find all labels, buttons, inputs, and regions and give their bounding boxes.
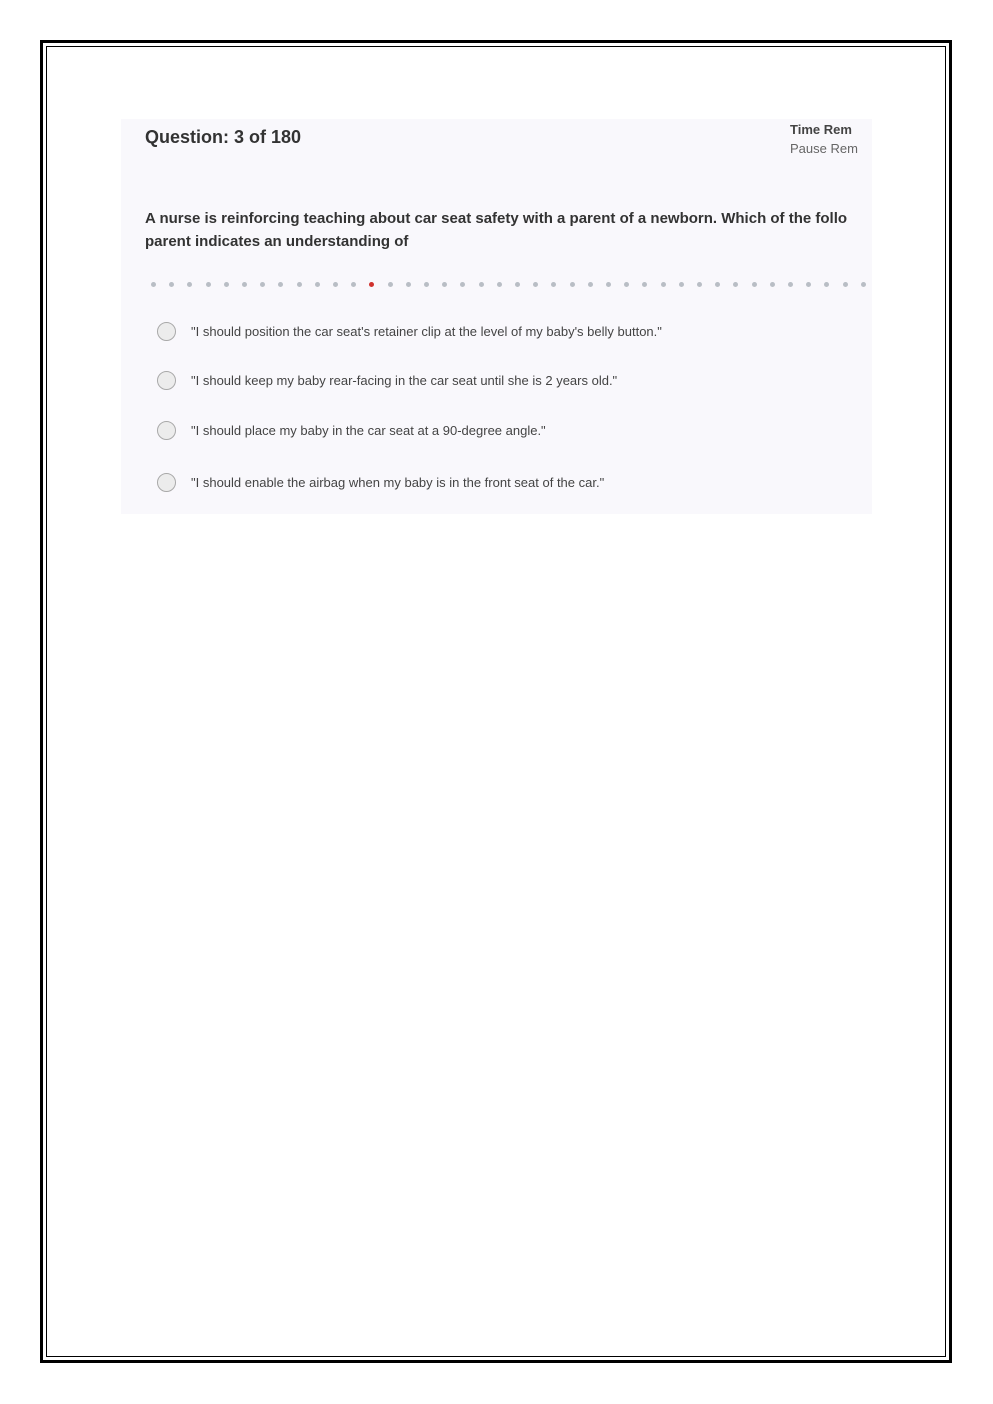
divider-dot <box>297 282 302 287</box>
divider-dot <box>351 282 356 287</box>
divider-dot <box>497 282 502 287</box>
divider-dot <box>715 282 720 287</box>
answer-option-label: "I should enable the airbag when my baby is in the front seat of the car." <box>191 474 605 490</box>
divider-dot <box>824 282 829 287</box>
divider-dot <box>533 282 538 287</box>
answer-option-1[interactable] <box>157 317 662 345</box>
divider-dot <box>278 282 283 287</box>
divider-dot <box>570 282 575 287</box>
divider-dot <box>224 282 229 287</box>
divider-dot <box>333 282 338 287</box>
divider-dot <box>806 282 811 287</box>
divider-dot <box>551 282 556 287</box>
radio-button[interactable] <box>157 421 176 440</box>
divider-dot <box>406 282 411 287</box>
divider-dot <box>770 282 775 287</box>
question-stem-line-2: parent indicates an understanding of <box>145 233 409 250</box>
divider-dot <box>315 282 320 287</box>
answer-option-label: "I should position the car seat's retainer clip at the level of my baby's belly button." <box>191 323 662 339</box>
divider-dot <box>661 282 666 287</box>
radio-button[interactable] <box>157 322 176 341</box>
divider-dot <box>169 282 174 287</box>
divider-dot <box>479 282 484 287</box>
answer-option-2[interactable] <box>157 366 617 394</box>
pause-remaining-label[interactable]: Pause Rem <box>790 141 858 156</box>
divider-dot <box>697 282 702 287</box>
divider-dot <box>187 282 192 287</box>
divider-dot <box>624 282 629 287</box>
question-stem-line-1: A nurse is reinforcing teaching about car seat safety with a parent of a newborn. Which of the follo <box>145 210 848 227</box>
answer-option-3[interactable] <box>157 416 546 444</box>
divider-dot <box>606 282 611 287</box>
divider-dot <box>442 282 447 287</box>
radio-button[interactable] <box>157 473 176 492</box>
question-stem <box>145 207 860 253</box>
divider-dot <box>515 282 520 287</box>
timer-panel <box>790 121 860 159</box>
divider-dot <box>460 282 465 287</box>
time-remaining-label: Time Rem <box>790 122 852 137</box>
divider-dot <box>642 282 647 287</box>
divider-dot <box>242 282 247 287</box>
radio-button[interactable] <box>157 371 176 390</box>
divider-dot <box>679 282 684 287</box>
question-counter: Question: 3 of 180 <box>145 127 302 147</box>
exam-screenshot <box>121 119 872 514</box>
answer-option-4[interactable] <box>157 468 604 496</box>
answer-option-label: "I should keep my baby rear-facing in the car seat until she is 2 years old." <box>191 372 618 388</box>
divider-dot <box>843 282 848 287</box>
divider-dot <box>588 282 593 287</box>
divider-dot <box>369 282 374 287</box>
divider-dot <box>424 282 429 287</box>
divider-dot <box>788 282 793 287</box>
divider-dot <box>151 282 156 287</box>
divider-dot <box>206 282 211 287</box>
progress-dot-divider <box>151 281 863 289</box>
answer-option-label: "I should place my baby in the car seat at a 90-degree angle." <box>191 422 546 438</box>
divider-dot <box>752 282 757 287</box>
divider-dot <box>861 282 866 287</box>
divider-dot <box>388 282 393 287</box>
divider-dot <box>733 282 738 287</box>
divider-dot <box>260 282 265 287</box>
